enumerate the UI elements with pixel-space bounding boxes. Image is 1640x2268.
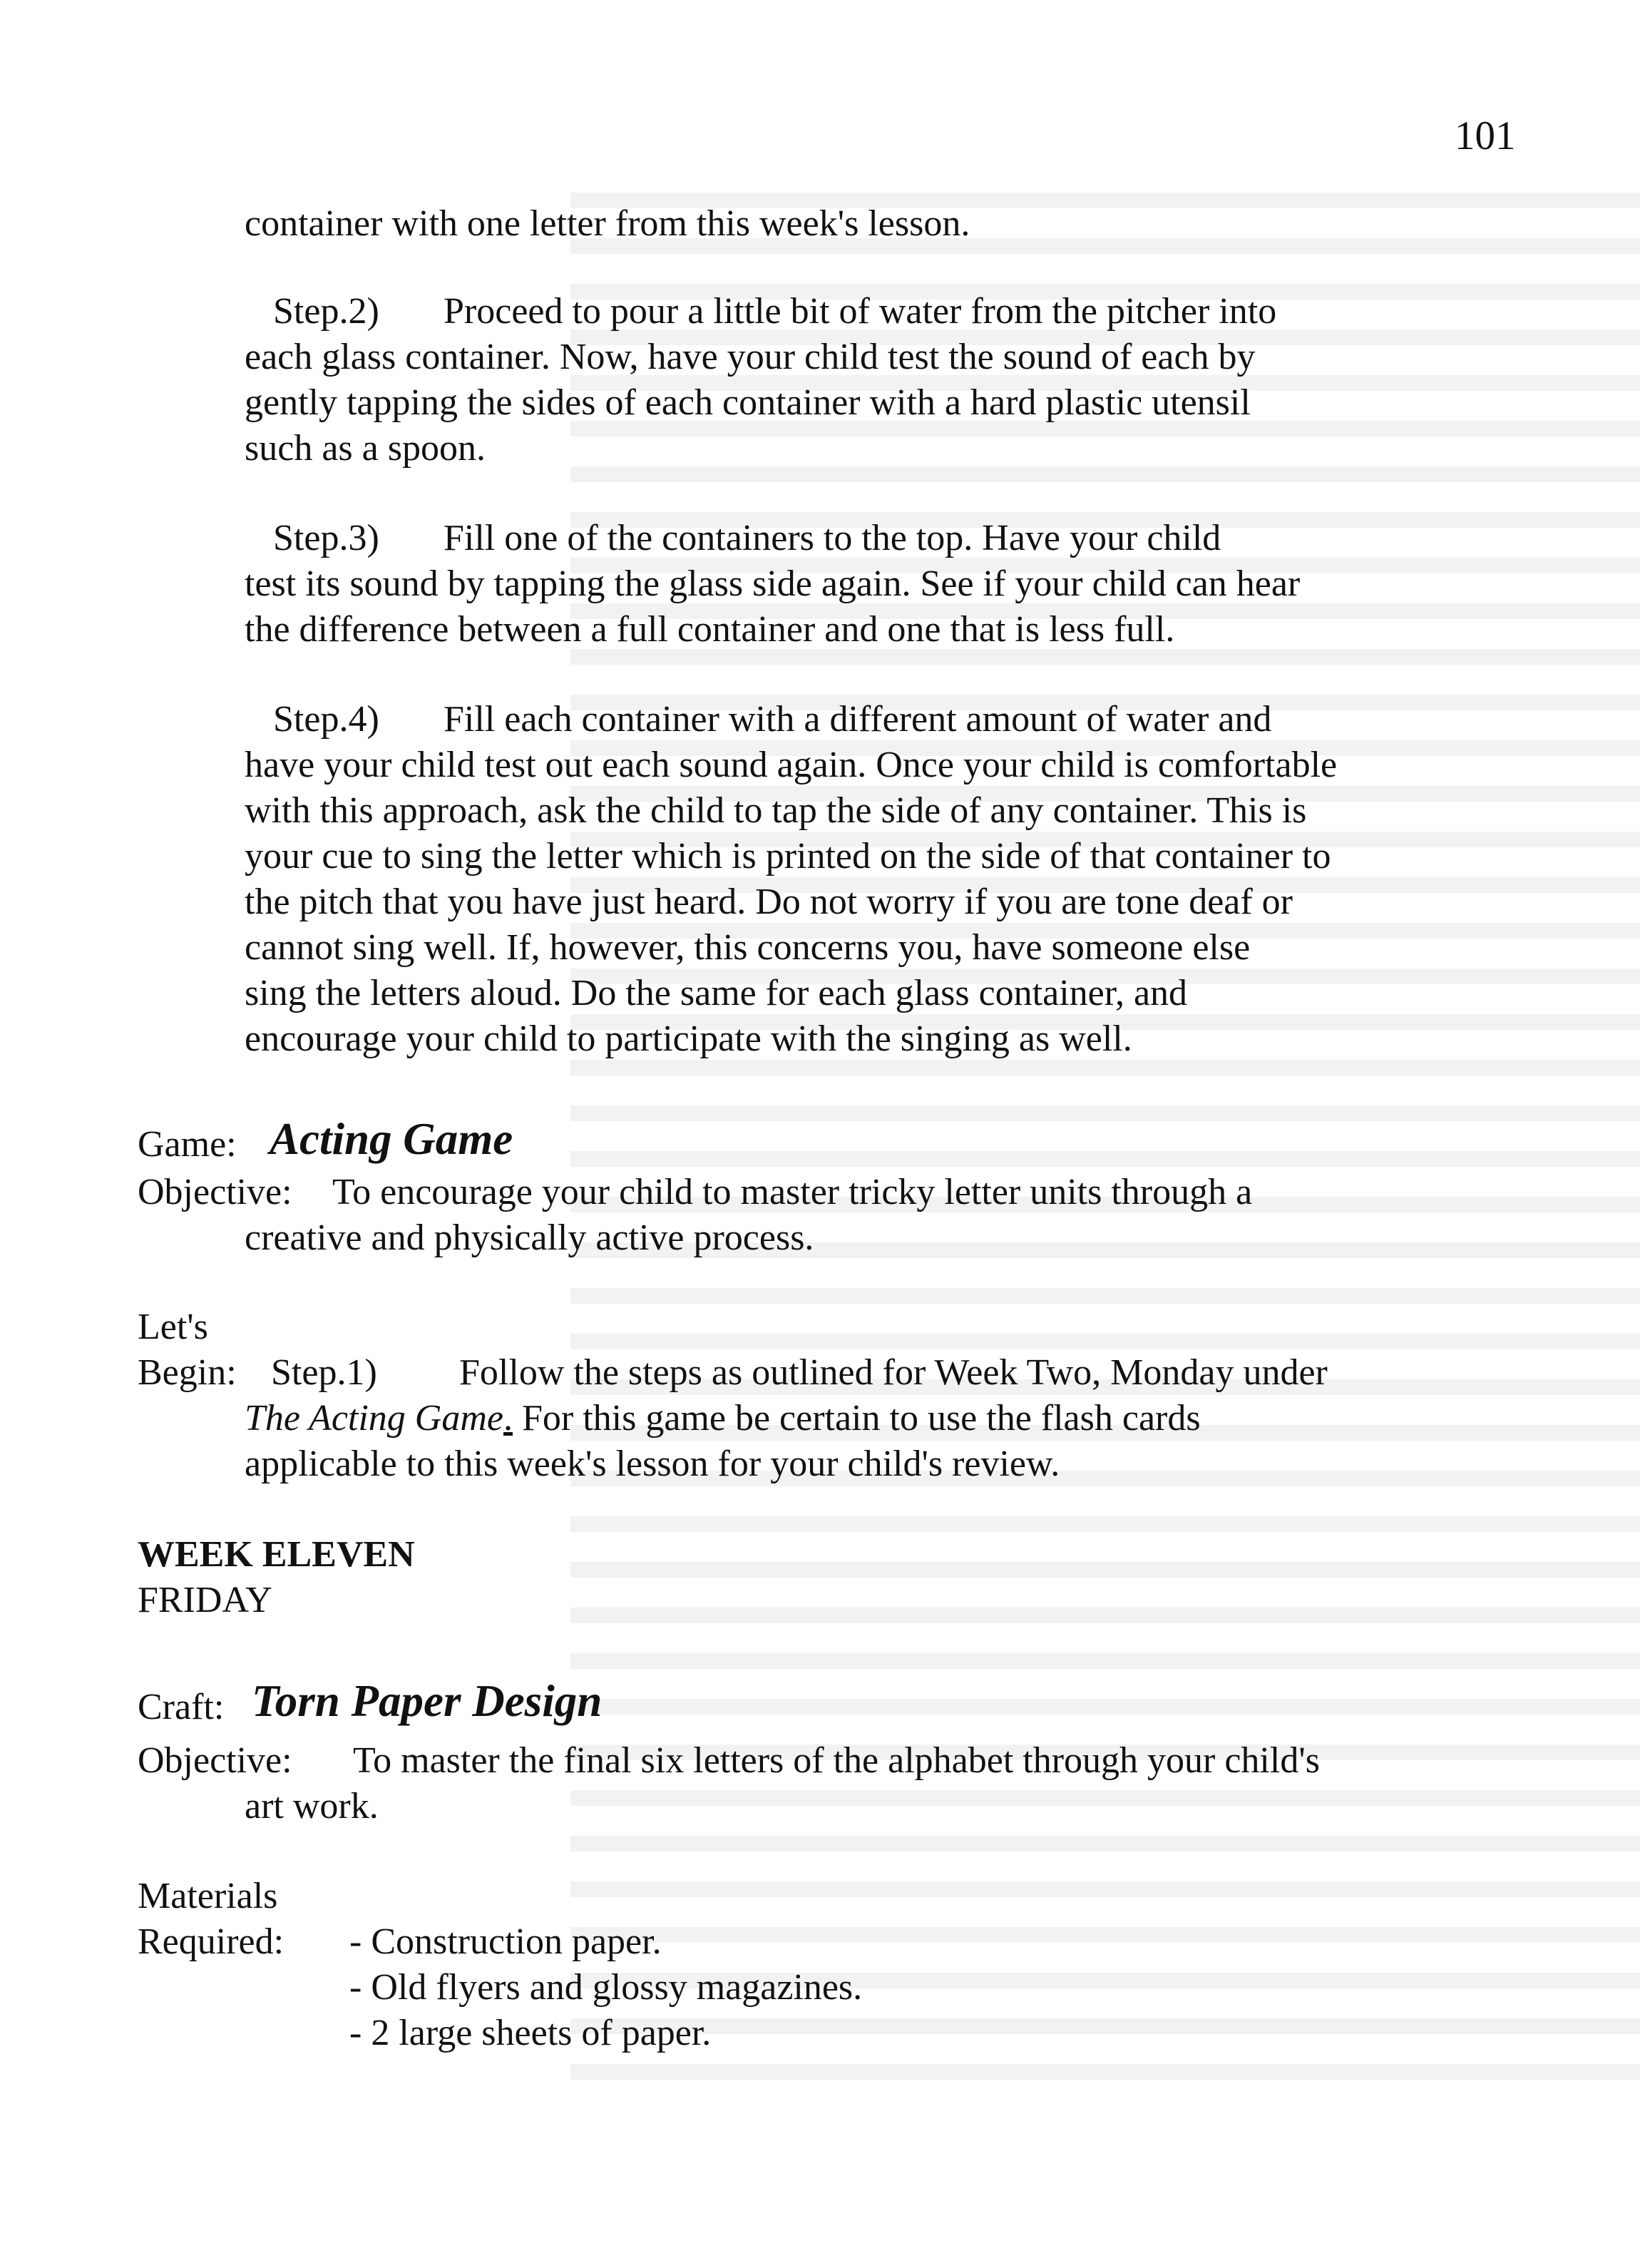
step-text: have your child test out each sound again. Once your child is comfortable [245, 745, 1338, 785]
step-text: encourage your child to participate with the singing as well. [245, 1018, 1132, 1059]
step-text: with this approach, ask the child to tap the side of any container. This is [245, 790, 1307, 831]
material-item: - Old flyers and glossy magazines. [349, 1967, 863, 2008]
step-text: cannot sing well. If, however, this concerns you, have someone else [245, 927, 1251, 968]
step-label: Step.1) [271, 1352, 377, 1393]
step-text: each glass container. Now, have your child test the sound of each by [245, 337, 1256, 377]
bleed-through-shadow [570, 171, 1640, 2097]
objective-text: art work. [245, 1786, 379, 1827]
step-text: your cue to sing the letter which is printed on the side of that container to [245, 836, 1331, 877]
objective-text: To encourage your child to master tricky letter units through a [332, 1172, 1253, 1212]
text-line: container with one letter from this week's lesson. [245, 203, 970, 244]
step-text: Fill one of the containers to the top. Have your child [444, 518, 1221, 558]
step-text: sing the letters aloud. Do the same for each glass container, and [245, 973, 1188, 1013]
step-text: applicable to this week's lesson for your child's review. [245, 1444, 1060, 1484]
begin-label: Begin: [138, 1352, 237, 1393]
step-text: the pitch that you have just heard. Do not worry if you are tone deaf or [245, 882, 1293, 922]
step-label: Step.3) [273, 518, 379, 558]
step-text: the difference between a full container and one that is less full. [245, 609, 1175, 650]
step-text [245, 1396, 1201, 1441]
step-label: Step.4) [273, 699, 379, 740]
step-text: test its sound by tapping the glass side again. See if your child can hear [245, 563, 1301, 604]
step-text: Fill each container with a different amount of water and [444, 699, 1272, 740]
referenced-title-period: . [503, 1398, 513, 1439]
objective-label: Objective: [138, 1172, 292, 1212]
referenced-title: The Acting Game [245, 1398, 503, 1439]
activity-label: Game: [138, 1124, 237, 1165]
materials-label: Materials [138, 1876, 278, 1916]
step-text: Follow the steps as outlined for Week Two, Monday under [459, 1352, 1328, 1393]
week-heading: WEEK ELEVEN [138, 1534, 415, 1575]
activity-title: Torn Paper Design [252, 1676, 603, 1726]
begin-label: Let's [138, 1307, 208, 1347]
material-item: - 2 large sheets of paper. [349, 2013, 712, 2053]
material-item: - Construction paper. [349, 1921, 662, 1962]
activity-title: Acting Game [270, 1114, 513, 1164]
step-label: Step.2) [273, 291, 379, 332]
activity-label: Craft: [138, 1687, 225, 1727]
step-text: Proceed to pour a little bit of water from the pitcher into [444, 291, 1277, 332]
objective-label: Objective: [138, 1740, 292, 1781]
page-number: 101 [1455, 113, 1516, 158]
day-heading: FRIDAY [138, 1580, 272, 1620]
step-text: such as a spoon. [245, 428, 486, 469]
step-text-continued: For this game be certain to use the flash cards [512, 1398, 1201, 1439]
objective-text: To master the final six letters of the alphabet through your child's [353, 1740, 1320, 1781]
objective-text: creative and physically active process. [245, 1217, 814, 1258]
step-text: gently tapping the sides of each container with a hard plastic utensil [245, 382, 1251, 423]
materials-label: Required: [138, 1921, 285, 1962]
